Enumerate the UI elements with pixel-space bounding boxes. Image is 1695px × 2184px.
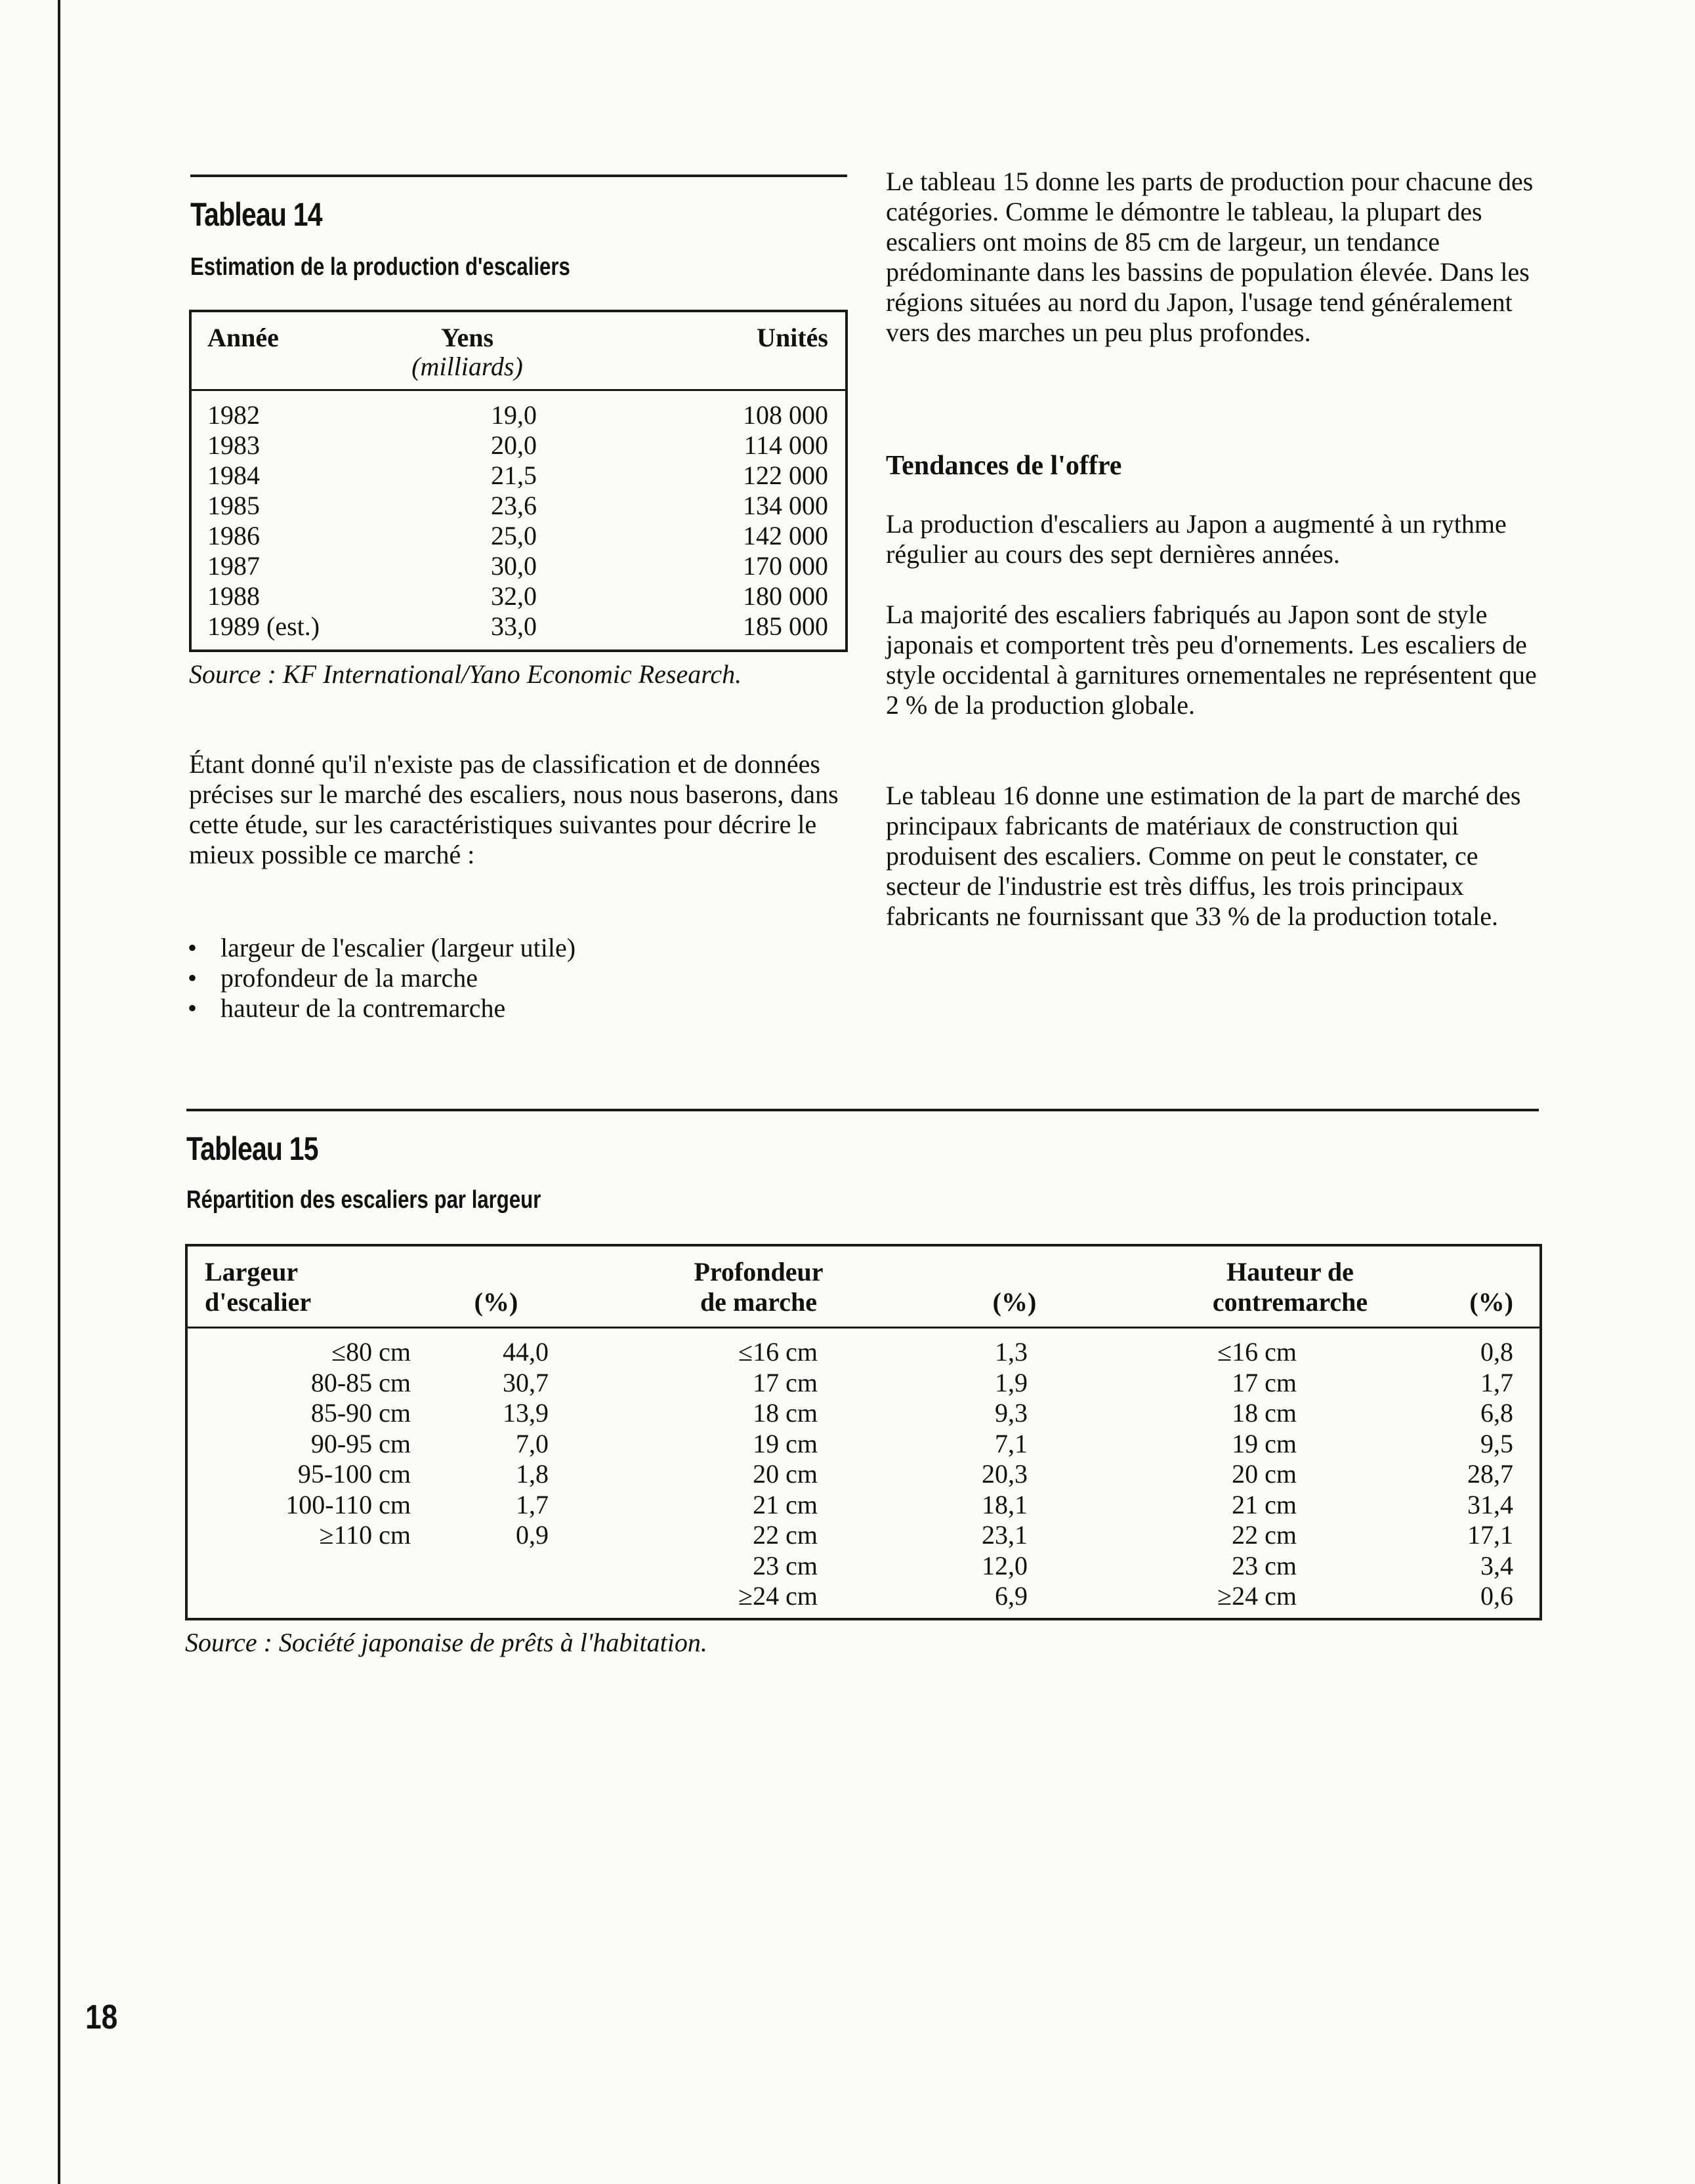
table15-cell-pct-largeur: 44,0 bbox=[503, 1337, 549, 1367]
table15-cell-pct-hauteur: 1,7 bbox=[1480, 1367, 1513, 1397]
table14-cell-unites: 185 000 bbox=[743, 611, 828, 641]
table14-cell-annee: 1986 bbox=[207, 521, 260, 550]
table15-top-rule bbox=[186, 1109, 1539, 1111]
table15-header-profondeur-2: de marche bbox=[700, 1287, 818, 1317]
table14-cell-annee: 1989 (est.) bbox=[207, 611, 320, 641]
table15-cell-largeur: 85-90 cm bbox=[310, 1398, 411, 1428]
table15-header-hauteur-1: Hauteur de bbox=[1226, 1257, 1354, 1287]
table15-subtitle: Répartition des escaliers par largeur bbox=[186, 1186, 541, 1214]
table14-cell-yens: 20,0 bbox=[491, 430, 537, 460]
table15-cell-profondeur: 18 cm bbox=[753, 1398, 818, 1428]
table15-cell-pct-largeur: 30,7 bbox=[503, 1367, 549, 1397]
list-item: • largeur de l'escalier (largeur utile) bbox=[188, 933, 844, 963]
table14-cell-annee: 1985 bbox=[207, 491, 260, 520]
table14-cell-unites: 122 000 bbox=[743, 461, 828, 490]
list-item: • hauteur de la contremarche bbox=[188, 993, 844, 1023]
paragraph-style: La majorité des escaliers fabriqués au Japon sont de style japonais et comportent très peu d'ornements. Les escaliers de style occidental à garnitures ornementales ne représentent que 2 % de la production globale. bbox=[886, 600, 1537, 720]
table15-cell-hauteur: 23 cm bbox=[1232, 1550, 1297, 1580]
table15-cell-pct-profondeur: 20,3 bbox=[982, 1459, 1028, 1489]
table15-cell-pct-profondeur: 12,0 bbox=[982, 1550, 1028, 1580]
intro-paragraph: Étant donné qu'il n'existe pas de classification et de données précises sur le marché des escaliers, nous nous baserons, dans cette étude, sur les caractéristiques suivantes pour décrire le mieux possible ce marché : bbox=[189, 749, 839, 869]
table15-cell-profondeur: 19 cm bbox=[753, 1428, 818, 1458]
table14-cell-yens: 21,5 bbox=[491, 461, 537, 490]
table14-top-rule bbox=[190, 175, 847, 177]
table15-cell-hauteur: ≥24 cm bbox=[1217, 1581, 1297, 1611]
table15-cell-pct-largeur: 1,8 bbox=[516, 1459, 549, 1489]
table15-cell-profondeur: ≥24 cm bbox=[738, 1581, 818, 1611]
table15-cell-pct-profondeur: 9,3 bbox=[995, 1398, 1028, 1428]
table14-box bbox=[189, 310, 848, 652]
table15-cell-profondeur: 20 cm bbox=[753, 1459, 818, 1489]
table15-cell-pct-profondeur: 6,9 bbox=[995, 1581, 1028, 1611]
table14-cell-yens: 33,0 bbox=[491, 611, 537, 641]
table14-cell-yens: 25,0 bbox=[491, 521, 537, 550]
table14-header-separator bbox=[192, 389, 845, 391]
table15-header-largeur-1: Largeur bbox=[205, 1257, 299, 1287]
table15-cell-pct-largeur: 0,9 bbox=[516, 1520, 549, 1550]
table14-title: Tableau 14 bbox=[190, 196, 322, 233]
table14-source: Source : KF International/Yano Economic Research. bbox=[189, 659, 742, 689]
table15-cell-hauteur: ≤16 cm bbox=[1217, 1337, 1297, 1367]
table15-cell-largeur: ≤80 cm bbox=[331, 1337, 411, 1367]
table15-cell-largeur: ≥110 cm bbox=[319, 1520, 411, 1550]
table14-cell-annee: 1983 bbox=[207, 430, 260, 460]
table15-cell-pct-hauteur: 17,1 bbox=[1467, 1520, 1513, 1550]
paragraph-tableau15-intro: Le tableau 15 donne les parts de production pour chacune des catégories. Comme le démontre le tableau, la plupart des escaliers ont moins de 85 cm de largeur, un tendance prédominante dans les bassins de population élevée. Dans les régions situées au nord du Japon, l'usage tend généralement vers des marches un peu plus profondes. bbox=[886, 167, 1534, 347]
table15-cell-hauteur: 20 cm bbox=[1232, 1459, 1297, 1489]
table14-cell-yens: 30,0 bbox=[491, 551, 537, 581]
table15-cell-pct-largeur: 7,0 bbox=[516, 1428, 549, 1458]
table15-cell-largeur: 90-95 cm bbox=[310, 1428, 411, 1458]
page-margin-line bbox=[58, 0, 60, 2184]
table15-cell-profondeur: 22 cm bbox=[753, 1520, 818, 1550]
table15-cell-largeur: 95-100 cm bbox=[297, 1459, 411, 1489]
table15-cell-profondeur: 17 cm bbox=[753, 1367, 818, 1397]
table14-cell-yens: 19,0 bbox=[491, 400, 537, 430]
characteristics-list bbox=[188, 933, 844, 1023]
table15-source: Source : Société japonaise de prêts à l'habitation. bbox=[185, 1628, 707, 1657]
table15-title: Tableau 15 bbox=[186, 1130, 318, 1167]
table15-cell-pct-profondeur: 1,9 bbox=[995, 1367, 1028, 1397]
table15-cell-pct-largeur: 1,7 bbox=[516, 1489, 549, 1519]
table14-cell-unites: 108 000 bbox=[743, 400, 828, 430]
table14-header-unites: Unités bbox=[757, 323, 828, 352]
table15-cell-pct-hauteur: 31,4 bbox=[1467, 1489, 1513, 1519]
table15-cell-largeur: 100-110 cm bbox=[285, 1489, 411, 1519]
table15-cell-profondeur: 23 cm bbox=[753, 1550, 818, 1580]
table14-cell-annee: 1987 bbox=[207, 551, 260, 581]
table14-cell-unites: 142 000 bbox=[743, 521, 828, 550]
table15-header-separator bbox=[188, 1327, 1539, 1329]
table14-subtitle: Estimation de la production d'escaliers bbox=[190, 253, 570, 281]
table15-header-profondeur-1: Profondeur bbox=[694, 1257, 824, 1287]
table15-cell-hauteur: 18 cm bbox=[1232, 1398, 1297, 1428]
table14-cell-yens: 32,0 bbox=[491, 581, 537, 611]
table15-header-pct-2: (%) bbox=[992, 1287, 1037, 1317]
table14-cell-unites: 134 000 bbox=[743, 491, 828, 520]
table15-cell-pct-profondeur: 23,1 bbox=[982, 1520, 1028, 1550]
table14-header-yens: Yens bbox=[440, 323, 494, 352]
table15-header-pct-3: (%) bbox=[1469, 1287, 1513, 1317]
table14-header-yens-unit: (milliards) bbox=[411, 352, 523, 381]
table15-header-pct-1: (%) bbox=[474, 1287, 518, 1317]
table14-cell-unites: 114 000 bbox=[743, 430, 828, 460]
table15-cell-pct-hauteur: 0,8 bbox=[1480, 1337, 1513, 1367]
table14-header-annee: Année bbox=[207, 323, 279, 352]
table15-cell-pct-hauteur: 0,6 bbox=[1480, 1581, 1513, 1611]
table15-cell-pct-hauteur: 28,7 bbox=[1467, 1459, 1513, 1489]
table15-cell-profondeur: ≤16 cm bbox=[738, 1337, 818, 1367]
page-number: 18 bbox=[85, 1998, 118, 2036]
paragraph-tableau16: Le tableau 16 donne une estimation de la part de marché des principaux fabricants de matériaux de construction qui produisent des escaliers. Comme on peut le constater, ce secteur de l'industrie est très diffus, les trois principaux fabricants ne fournissant que 33 % de la production totale. bbox=[886, 781, 1521, 931]
table15-cell-pct-profondeur: 1,3 bbox=[995, 1337, 1028, 1367]
section-heading-tendances: Tendances de l'offre bbox=[886, 451, 1122, 481]
table15-box bbox=[185, 1244, 1542, 1620]
table15-header-hauteur-2: contremarche bbox=[1212, 1287, 1368, 1317]
table14-cell-unites: 170 000 bbox=[743, 551, 828, 581]
table15-cell-profondeur: 21 cm bbox=[753, 1489, 818, 1519]
table15-cell-pct-largeur: 13,9 bbox=[503, 1398, 549, 1428]
table14-cell-annee: 1982 bbox=[207, 400, 260, 430]
table15-cell-hauteur: 21 cm bbox=[1232, 1489, 1297, 1519]
table15-cell-pct-profondeur: 18,1 bbox=[982, 1489, 1028, 1519]
list-item: • profondeur de la marche bbox=[188, 963, 844, 993]
table14-cell-unites: 180 000 bbox=[743, 581, 828, 611]
table15-cell-hauteur: 17 cm bbox=[1232, 1367, 1297, 1397]
table14-cell-annee: 1988 bbox=[207, 581, 260, 611]
table15-header-largeur-2: d'escalier bbox=[205, 1287, 312, 1317]
table14-cell-annee: 1984 bbox=[207, 461, 260, 490]
table15-cell-largeur: 80-85 cm bbox=[310, 1367, 411, 1397]
table15-cell-hauteur: 19 cm bbox=[1232, 1428, 1297, 1458]
paragraph-production: La production d'escaliers au Japon a augmenté à un rythme régulier au cours des sept dernières années. bbox=[886, 509, 1507, 569]
table15-cell-pct-hauteur: 9,5 bbox=[1480, 1428, 1513, 1458]
table15-cell-hauteur: 22 cm bbox=[1232, 1520, 1297, 1550]
table15-cell-pct-profondeur: 7,1 bbox=[995, 1428, 1028, 1458]
table15-cell-pct-hauteur: 3,4 bbox=[1480, 1550, 1513, 1580]
table15-cell-pct-hauteur: 6,8 bbox=[1480, 1398, 1513, 1428]
table14-cell-yens: 23,6 bbox=[491, 491, 537, 520]
